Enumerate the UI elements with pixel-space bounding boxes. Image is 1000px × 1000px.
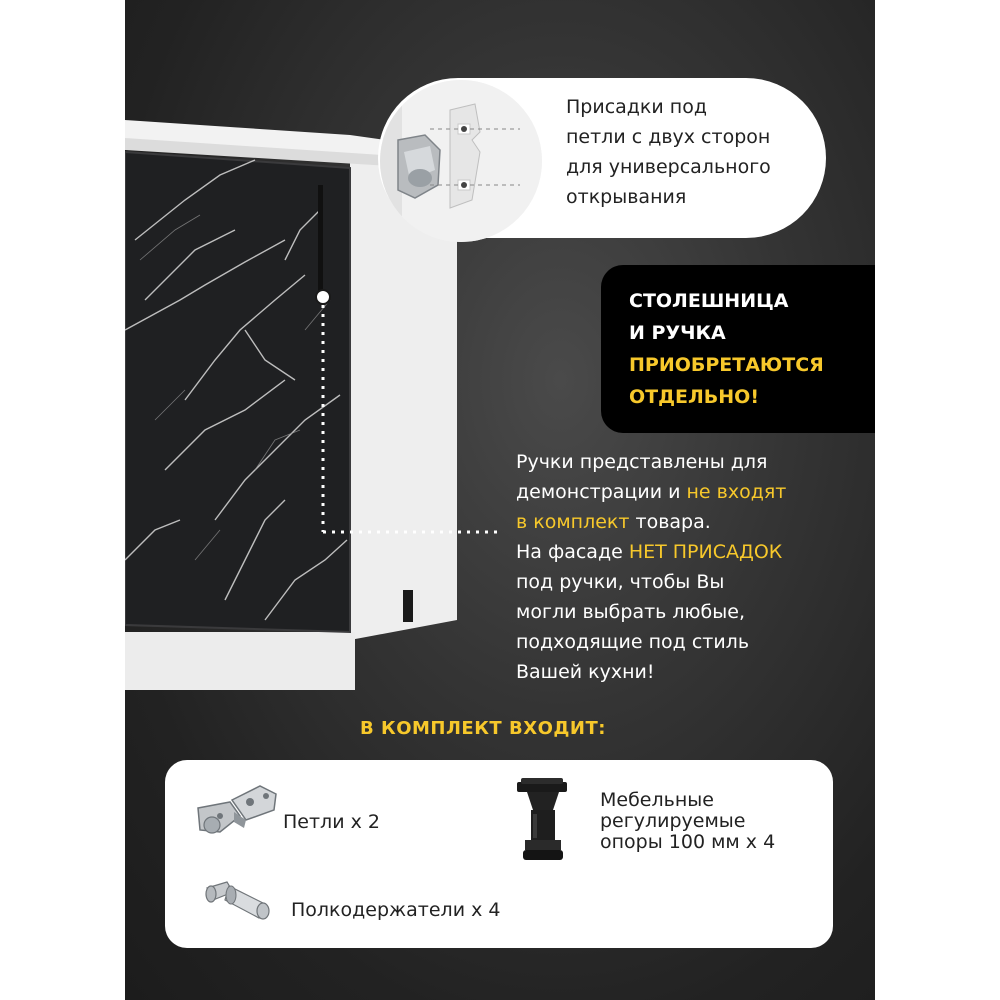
furniture-leg-icon <box>515 778 571 864</box>
desc-line-3 <box>516 507 786 537</box>
desc-line-4 <box>516 537 786 567</box>
desc-highlight-not-included: не входят <box>686 481 787 503</box>
hinge-note-line-4: открывания <box>566 186 687 208</box>
hinge-note <box>566 92 816 212</box>
desc-line-4-text: На фасаде <box>516 541 629 563</box>
desc-line-6: могли выбрать любые, <box>516 601 745 623</box>
notice-line-3: ПРИОБРЕТАЮТСЯ <box>629 354 824 376</box>
desc-line-5: под ручки, чтобы Вы <box>516 571 725 593</box>
kit-contents-card <box>165 760 833 948</box>
notice-line-4: ОТДЕЛЬНО! <box>629 386 759 408</box>
notice-text <box>629 285 824 413</box>
hinge-closeup-icon <box>380 80 542 242</box>
kit-legs-line-1: Мебельные <box>600 789 714 811</box>
desc-line-3-text: товара. <box>629 511 711 533</box>
desc-highlight-kit: в комплект <box>516 511 630 533</box>
notice-line-1: СТОЛЕШНИЦА <box>629 290 789 312</box>
kit-title: В КОМПЛЕКТ ВХОДИТ: <box>360 718 606 739</box>
hinge-note-line-3: для универсального <box>566 156 771 178</box>
desc-highlight-no-holes: НЕТ ПРИСАДОК <box>628 541 783 563</box>
hinge-closeup-image <box>380 80 542 242</box>
dark-background-panel <box>125 0 875 1000</box>
desc-line-2-text: демонстрации и <box>516 481 687 503</box>
hinge-icon <box>190 780 280 850</box>
kit-legs-label <box>600 790 775 853</box>
desc-line-7: подходящие под стиль <box>516 631 750 653</box>
shelf-pin-icon <box>203 878 273 930</box>
kit-legs-line-3: опоры 100 мм х 4 <box>600 831 776 853</box>
hinge-note-line-1: Присадки под <box>566 96 707 118</box>
desc-line-1: Ручки представлены для <box>516 451 768 473</box>
handles-description <box>516 447 786 687</box>
kit-hinges-label: Петли х 2 <box>283 811 380 833</box>
hinge-note-line-2: петли с двух сторон <box>566 126 771 148</box>
kit-legs-line-2: регулируемые <box>600 810 746 832</box>
kit-shelf-pins-label: Полкодержатели х 4 <box>291 899 501 921</box>
desc-line-8: Вашей кухни! <box>516 661 655 683</box>
notice-line-2: И РУЧКА <box>629 322 726 344</box>
desc-line-2 <box>516 477 786 507</box>
